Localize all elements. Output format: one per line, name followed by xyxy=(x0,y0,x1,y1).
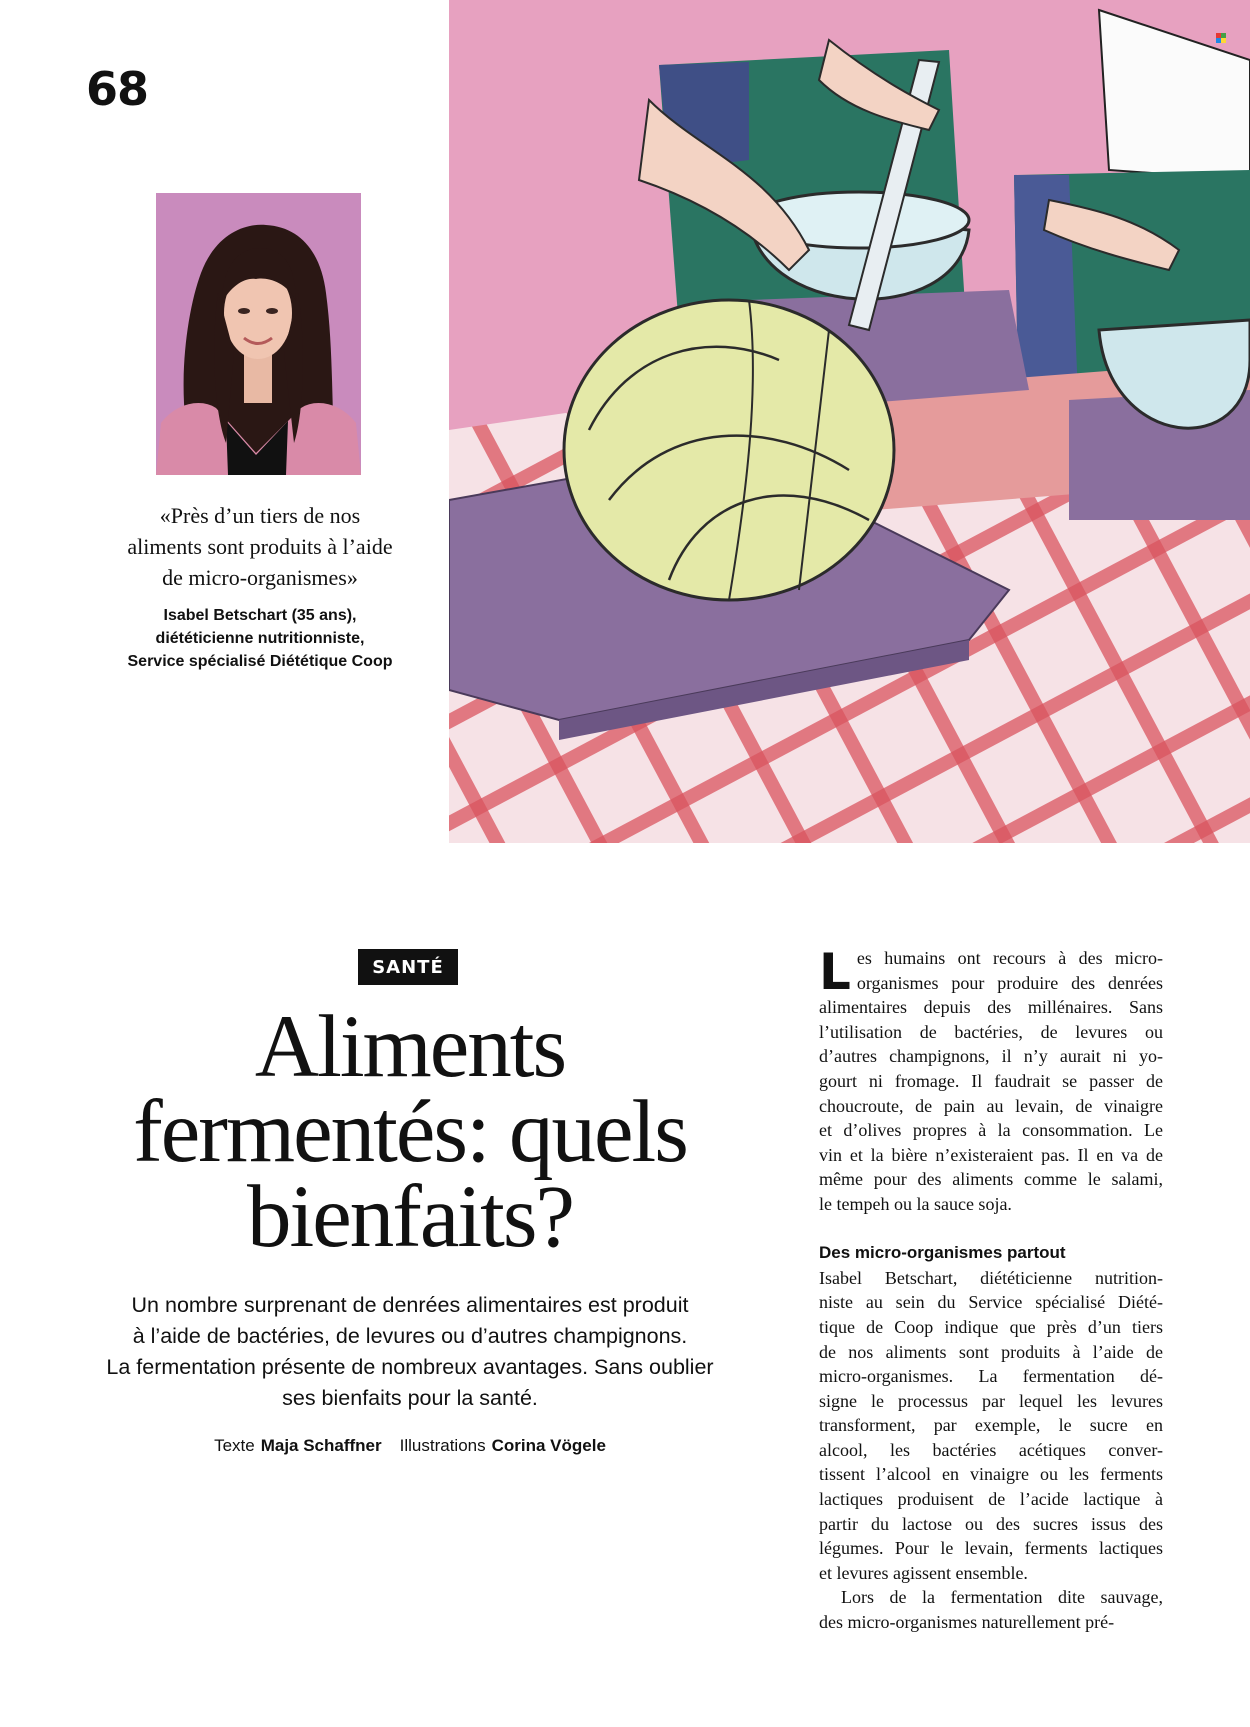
article-title xyxy=(60,998,760,1266)
body-line: es humains ont recours à des micro- xyxy=(856,948,1163,968)
lead-line: ses bienfaits pour la santé. xyxy=(282,1386,538,1410)
body-line: l’utilisation de bactéries, de levures ou xyxy=(819,1021,1163,1042)
title-line: bienfaits? xyxy=(247,1168,573,1266)
credit-line: Isabel Betschart (35 ans), xyxy=(163,607,357,624)
body-line: le tempeh ou la sauce soja. xyxy=(819,1193,1012,1214)
quote-credit xyxy=(100,604,420,673)
quote-line: de micro-organismes» xyxy=(162,565,358,590)
body-line: tissent l’alcool en vinaigre ou les ferments xyxy=(819,1464,1163,1485)
credit-line: Service spécialisé Diététique Coop xyxy=(127,653,393,670)
body-paragraph-3 xyxy=(819,1585,1163,1634)
body-line: lactiques produisent de l’acide lactique à xyxy=(819,1489,1163,1510)
body-line: vin et la bière n’existeraient pas. Il en va de xyxy=(819,1144,1163,1165)
body-line: organismes pour produire des denrées xyxy=(856,972,1163,993)
body-line: tique de Coop indique que près d’un tiers xyxy=(819,1316,1163,1337)
body-line: signe le processus par lequel les levures xyxy=(819,1390,1163,1411)
body-line: micro-organismes. La fermentation dé- xyxy=(819,1366,1163,1387)
page-number: 68 xyxy=(86,62,149,116)
byline-illustration-author: Corina Vögele xyxy=(491,1436,606,1455)
byline-text-author: Maja Schaffner xyxy=(260,1436,382,1455)
byline xyxy=(70,1436,750,1456)
body-line: gourt ni fromage. Il faudrait se passer de xyxy=(819,1070,1163,1091)
byline-illustration-role: Illustrations xyxy=(399,1436,486,1455)
article-lead xyxy=(70,1290,750,1414)
drop-cap: L xyxy=(819,943,851,1001)
body-line: niste au sein du Service spécialisé Diété- xyxy=(819,1292,1163,1313)
body-line: choucroute, de pain au levain, de vinaigre xyxy=(819,1095,1163,1116)
lead-line: La fermentation présente de nombreux avantages. Sans oublier xyxy=(106,1355,714,1379)
body-line: de nos aliments sont produits à l’aide de xyxy=(819,1341,1163,1362)
body-paragraph-2 xyxy=(819,1266,1163,1586)
body-paragraph-1 xyxy=(819,943,1163,1217)
category-badge: SANTÉ xyxy=(358,949,458,985)
section-subhead: Des micro-organismes partout xyxy=(819,1243,1066,1263)
credit-line: diététicienne nutritionniste, xyxy=(155,630,365,647)
body-line: même pour des aliments comme le salami, xyxy=(819,1169,1163,1190)
cabbage-illustration xyxy=(449,0,1250,843)
body-line: des micro-organismes naturellement pré- xyxy=(819,1612,1115,1633)
body-line: alcool, les bactéries acétiques conver- xyxy=(819,1439,1163,1460)
color-registration-icon xyxy=(1216,33,1226,43)
body-line: Isabel Betschart, diététicienne nutrition- xyxy=(819,1267,1163,1288)
portrait-photo xyxy=(156,193,361,475)
title-line: Aliments xyxy=(254,998,566,1096)
article-body xyxy=(819,943,1163,1635)
body-line: transforment, par exemple, le sucre en xyxy=(819,1415,1163,1436)
body-line: et d’olives propres à la consommation. Le xyxy=(819,1120,1163,1141)
lead-line: Un nombre surprenant de denrées alimentaires est produit xyxy=(131,1293,689,1317)
body-line: alimentaires depuis des millénaires. Sans xyxy=(819,997,1163,1018)
lead-line: à l’aide de bactéries, de levures ou d’autres champignons. xyxy=(132,1324,688,1348)
body-line: Lors de la fermentation dite sauvage, xyxy=(841,1587,1163,1608)
title-line: fermentés: quels xyxy=(133,1083,687,1181)
quote-line: «Près d’un tiers de nos xyxy=(159,503,361,528)
pull-quote xyxy=(100,500,420,593)
body-line: partir du lactose ou des sucres issus des xyxy=(819,1513,1163,1534)
body-line: et levures agissent ensemble. xyxy=(819,1562,1028,1583)
body-line: d’autres champignons, il n’y aurait ni yo- xyxy=(819,1046,1163,1067)
quote-line: aliments sont produits à l’aide xyxy=(127,534,393,559)
byline-text-role: Texte xyxy=(214,1436,255,1455)
body-line: légumes. Pour le levain, ferments lactiques xyxy=(819,1538,1163,1559)
